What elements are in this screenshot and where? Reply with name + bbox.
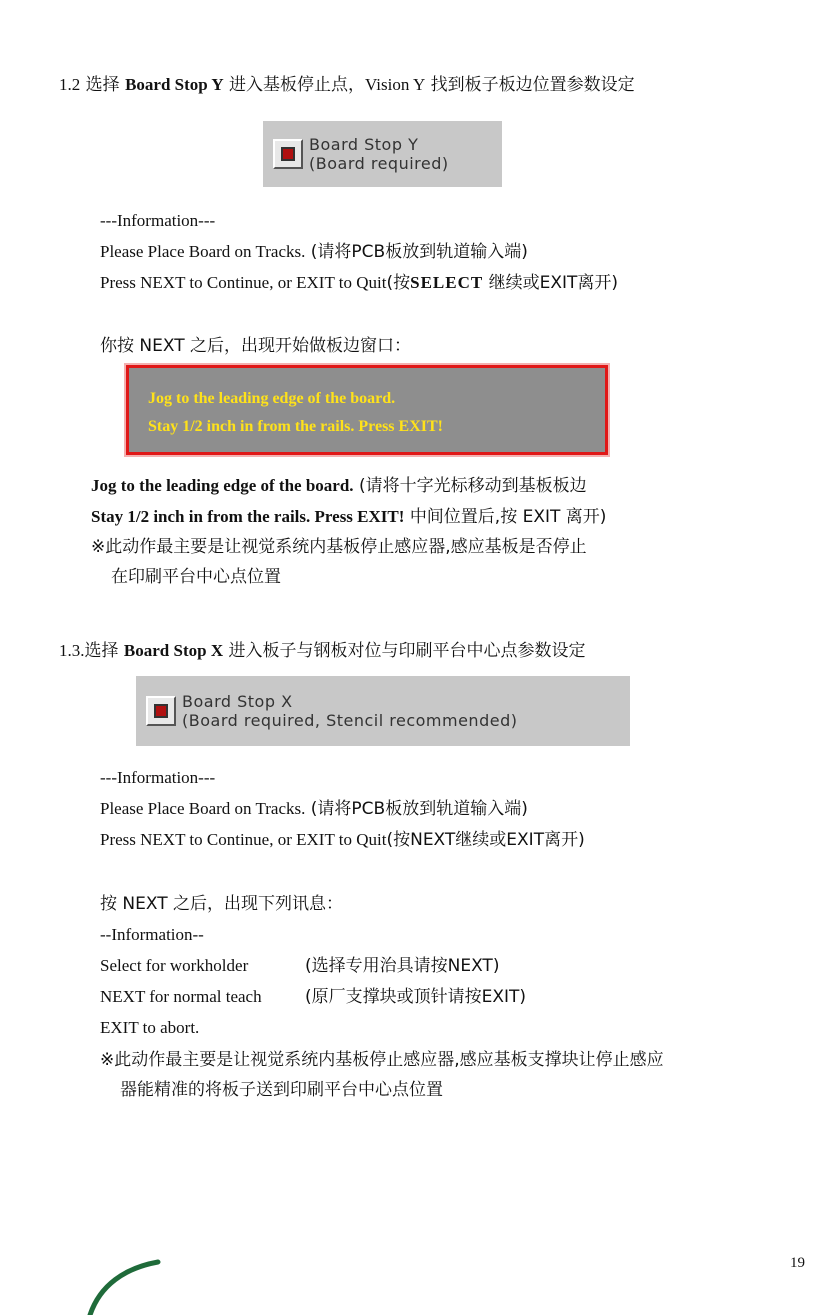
button-sublabel: (Board required) (309, 154, 449, 173)
heading-text: 选择 (84, 641, 119, 661)
heading-text: 进入板子与钢板对位与印刷平台中心点参数设定 (228, 641, 586, 661)
info-en: Select for workholder (100, 956, 249, 975)
section-number: 1.2 (59, 75, 81, 94)
info-cn: (请将PCB板放到轨道输入端) (310, 242, 528, 262)
info-line (100, 829, 585, 851)
jog-desc-line (91, 506, 606, 528)
heading-text: 选择 (85, 75, 120, 95)
jog-desc-line (91, 475, 587, 497)
stop-icon (146, 696, 176, 726)
section-1-2-heading (59, 74, 635, 96)
info-select-term: SELECT (410, 273, 484, 292)
note-line: 在印刷平台中心点位置 (111, 567, 281, 587)
info-en: Please Place Board on Tracks. (100, 242, 306, 261)
info-header: --Information-- (100, 925, 204, 944)
info-row: EXIT to abort. (100, 1018, 200, 1037)
info-en: Press NEXT to Continue, or EXIT to Quit (100, 273, 387, 292)
logo-swoosh-icon (70, 1250, 180, 1315)
heading-bold-term: Board Stop Y (125, 75, 224, 94)
info-row (100, 955, 499, 977)
board-stop-y-button[interactable] (263, 121, 502, 187)
info-line (100, 241, 528, 263)
info-cn: (按 (386, 273, 411, 293)
info-en: Press NEXT to Continue, or EXIT to Quit (100, 830, 387, 849)
note-line: ※此动作最主要是让视觉系统内基板停止感应器,感应基板是否停止 (91, 537, 587, 557)
info-line (100, 272, 618, 294)
button-sublabel: (Board required, Stencil recommended) (182, 711, 518, 730)
info-en: NEXT for normal teach (100, 987, 262, 1006)
button-label: Board Stop Y (309, 135, 419, 154)
after-next-text: 按 NEXT 之后，出现下列讯息： (100, 894, 343, 914)
note-line: 器能精准的将板子送到印刷平台中心点位置 (120, 1080, 443, 1100)
section-number: 1.3. (59, 641, 85, 660)
jog-desc-en: Jog to the leading edge of the board. (91, 476, 354, 495)
info-en: Please Place Board on Tracks. (100, 799, 306, 818)
info-header: ---Information--- (100, 768, 216, 787)
jog-desc-cn: (请将十字光标移动到基板板边 (358, 476, 587, 496)
jog-desc-en: Stay 1/2 inch in from the rails. Press EXIT! (91, 507, 405, 526)
heading-text: 进入基板停止点， (229, 75, 366, 95)
note-line: ※此动作最主要是让视觉系统内基板停止感应器,感应基板支撑块让停止感应 (100, 1050, 664, 1070)
heading-bold-term: Board Stop X (123, 641, 224, 660)
info-row (100, 986, 526, 1008)
info-cn: (请将PCB板放到轨道输入端) (310, 799, 528, 819)
button-label: Board Stop X (182, 692, 293, 711)
jog-desc-cn: 中间位置后,按 EXIT 离开) (409, 507, 607, 527)
info-header: ---Information--- (100, 211, 216, 230)
info-cn: 继续或EXIT离开) (483, 273, 619, 293)
heading-text: 找到板子板边位置参数设定 (430, 75, 635, 95)
page-number: 19 (790, 1255, 805, 1271)
board-stop-x-button[interactable] (136, 676, 630, 746)
jog-line-1: Jog to the leading edge of the board. (148, 390, 396, 407)
jog-line-2: Stay 1/2 inch in from the rails. Press EXIT! (148, 418, 443, 435)
info-cn: (按NEXT继续或EXIT离开) (386, 830, 585, 850)
info-cn: (原厂支撑块或顶针请按EXIT) (305, 987, 527, 1007)
info-cn: (选择专用治具请按NEXT) (305, 956, 500, 976)
after-next-text: 你按 NEXT 之后，出现开始做板边窗口： (100, 336, 411, 356)
heading-term: Vision Y (365, 75, 426, 94)
info-line (100, 798, 528, 820)
section-1-3-heading (59, 640, 586, 662)
stop-icon (273, 139, 303, 169)
jog-window (126, 365, 608, 455)
